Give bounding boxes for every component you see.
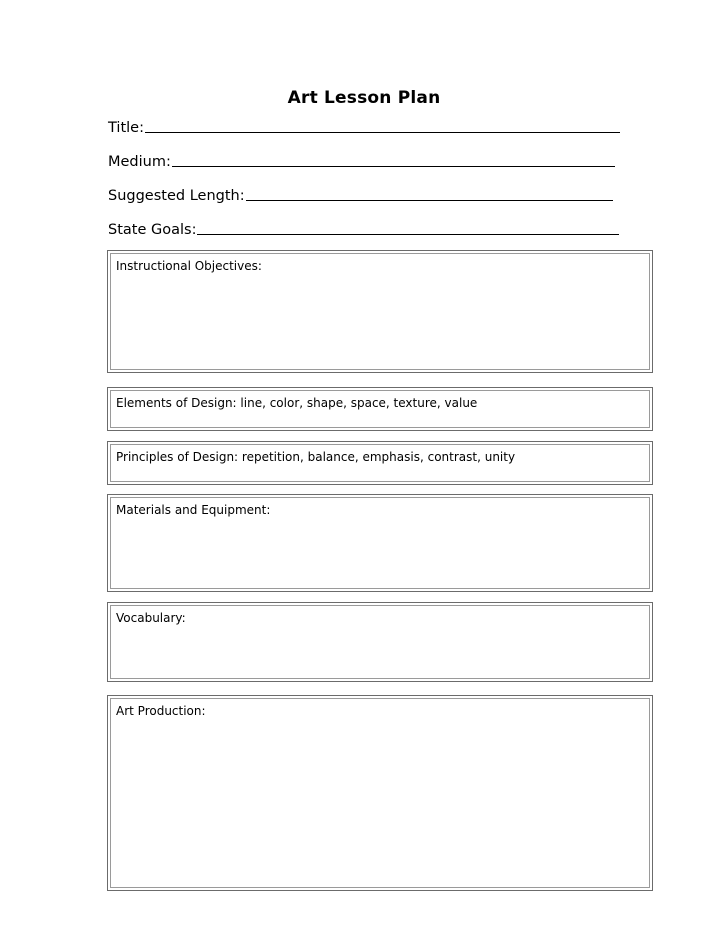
medium-field[interactable] — [108, 148, 615, 170]
art-production-label: Art Production: — [116, 704, 206, 718]
art-production-box[interactable] — [107, 695, 653, 891]
title-line[interactable] — [145, 131, 620, 133]
vocabulary-box[interactable] — [107, 602, 653, 682]
state-goals-label: State Goals: — [108, 222, 197, 238]
title-label: Title: — [108, 120, 144, 136]
box-border — [110, 698, 650, 888]
suggested-length-line[interactable] — [246, 199, 613, 201]
suggested-length-label: Suggested Length: — [108, 188, 245, 204]
vocabulary-label: Vocabulary: — [116, 611, 186, 625]
medium-label: Medium: — [108, 154, 171, 170]
instructional-objectives-label: Instructional Objectives: — [116, 259, 262, 273]
principles-of-design-box[interactable] — [107, 441, 653, 485]
materials-and-equipment-label: Materials and Equipment: — [116, 503, 271, 517]
title-field[interactable] — [108, 114, 620, 136]
document-title: Art Lesson Plan — [287, 88, 441, 108]
box-border — [110, 605, 650, 679]
materials-and-equipment-box[interactable] — [107, 494, 653, 592]
elements-of-design-box[interactable] — [107, 387, 653, 431]
state-goals-line[interactable] — [197, 233, 619, 235]
principles-of-design-label: Principles of Design: repetition, balance, emphasis, contrast, unity — [116, 450, 516, 464]
suggested-length-field[interactable] — [108, 182, 613, 204]
instructional-objectives-box[interactable] — [107, 250, 653, 373]
state-goals-field[interactable] — [108, 216, 619, 238]
elements-of-design-label: Elements of Design: line, color, shape, space, texture, value — [116, 396, 478, 410]
medium-line[interactable] — [172, 165, 615, 167]
